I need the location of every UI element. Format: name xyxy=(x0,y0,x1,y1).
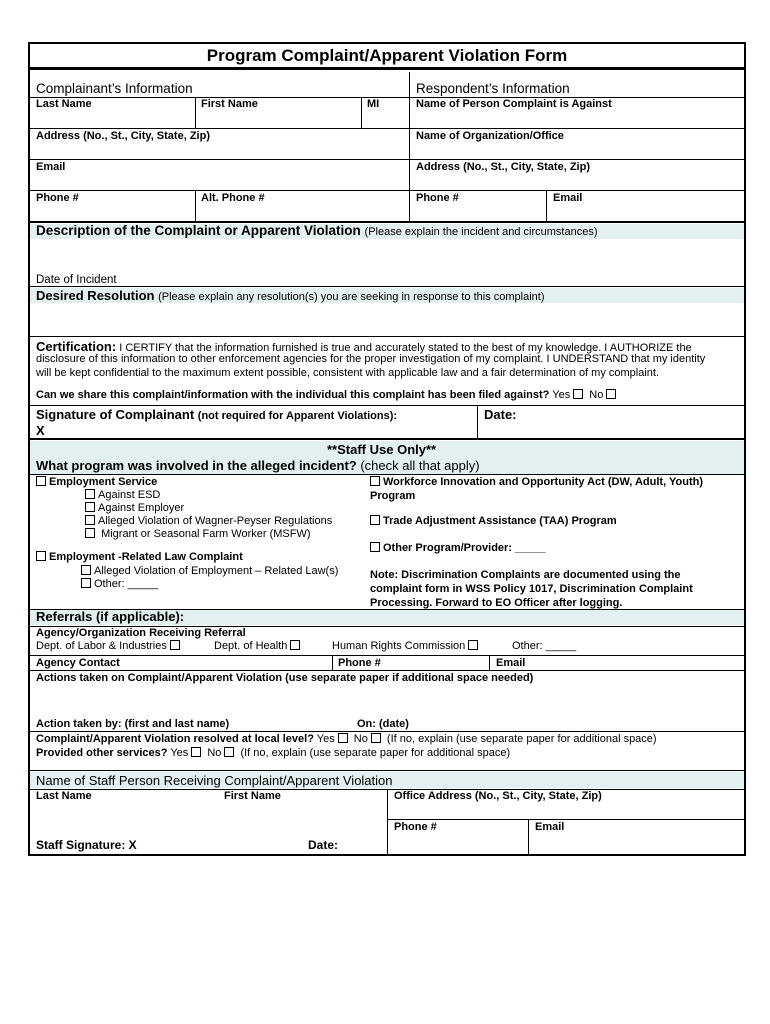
note-line-3: Processing. Forward to EO Officer after logging. xyxy=(370,597,623,609)
services-yes-checkbox[interactable] xyxy=(191,747,201,757)
services-yes-label: Yes xyxy=(170,747,189,759)
certification-line-3: will be kept confidential to the maximum extent possible, consistent with applicable law and a fair determination of my complaint. xyxy=(36,367,660,379)
dept-labor-label: Dept. of Labor & Industries xyxy=(36,640,167,652)
description-label: Description of the Complaint or Apparent Violation xyxy=(36,223,361,238)
rule xyxy=(28,655,746,656)
receiver-last-name-field[interactable]: Last Name xyxy=(36,790,92,802)
referral-other-field[interactable]: Other: _____ xyxy=(512,640,577,652)
resolved-no-label: No xyxy=(353,733,368,745)
divider xyxy=(195,97,196,129)
rule xyxy=(28,128,746,129)
agency-contact-field[interactable]: Agency Contact xyxy=(36,657,120,669)
receiver-heading: Name of Staff Person Receiving Complaint/Apparent Violation xyxy=(36,773,393,788)
alt-phone-field[interactable]: Alt. Phone # xyxy=(201,192,265,204)
wioa-label-2: Program xyxy=(370,490,416,502)
services-no-label: No xyxy=(207,747,222,759)
taa-checkbox[interactable] xyxy=(370,515,380,525)
share-yes-checkbox[interactable] xyxy=(573,389,583,399)
services-no-checkbox[interactable] xyxy=(224,747,234,757)
mi-field[interactable]: MI xyxy=(367,98,380,110)
actions-taken-field[interactable]: Actions taken on Complaint/Apparent Violation (use separate paper if additional space needed) xyxy=(36,672,534,684)
description-hint: (Please explain the incident and circumstances) xyxy=(364,226,598,238)
agency-email-field[interactable]: Email xyxy=(496,657,526,669)
msfw-label: Migrant or Seasonal Farm Worker (MSFW) xyxy=(101,528,311,540)
divider xyxy=(477,405,478,438)
share-yes-label: Yes xyxy=(552,389,571,401)
certification-line-2: disclosure of this information to other enforcement agencies for the proper investigation of my complaint. I UNDERSTAND that my identity xyxy=(36,353,706,365)
signature-label: Signature of Complainant xyxy=(36,407,195,422)
agency-phone-field[interactable]: Phone # xyxy=(338,657,381,669)
respondent-address-field[interactable]: Address (No., St., City, State, Zip) xyxy=(416,161,590,173)
description-section xyxy=(36,223,598,238)
certification-line-1 xyxy=(36,339,692,354)
form-title: Program Complaint/Apparent Violation Form xyxy=(28,42,746,70)
receiver-email-field[interactable]: Email xyxy=(535,821,565,833)
share-no-label: No xyxy=(589,389,604,401)
program-question xyxy=(36,458,480,473)
rule xyxy=(28,190,746,191)
emp-law-label: Employment -Related Law Complaint xyxy=(49,551,243,563)
rule xyxy=(387,819,746,820)
complainant-heading: Complainant’s Information xyxy=(36,81,193,96)
msfw-checkbox[interactable] xyxy=(85,528,95,538)
respondent-name-field[interactable]: Name of Person Complaint is Against xyxy=(416,98,612,110)
rule xyxy=(28,438,746,440)
signature-note: (not required for Apparent Violations): xyxy=(197,410,398,422)
action-by-field[interactable]: Action taken by: (first and last name) xyxy=(36,718,230,730)
respondent-email-field[interactable]: Email xyxy=(553,192,583,204)
share-question-text: Can we share this complaint/information with the individual this complaint has been filed against? xyxy=(36,389,550,401)
other-checkbox[interactable] xyxy=(81,578,91,588)
human-rights-label: Human Rights Commission xyxy=(332,640,466,652)
wioa-label: Workforce Innovation and Opportunity Act (DW, Adult, Youth) xyxy=(383,476,703,488)
address-field[interactable]: Address (No., St., City, State, Zip) xyxy=(36,130,210,142)
program-question-hint: (check all that apply) xyxy=(360,458,480,473)
resolved-yes-checkbox[interactable] xyxy=(338,733,348,743)
staff-signature-date-field[interactable]: Date: xyxy=(308,838,339,852)
signature-date[interactable]: Date: xyxy=(484,407,517,422)
rule xyxy=(28,159,746,160)
rule xyxy=(28,670,746,671)
resolved-question: Complaint/Apparent Violation resolved at local level? xyxy=(36,733,314,745)
share-question xyxy=(36,389,619,401)
agency-receiving-label: Agency/Organization Receiving Referral xyxy=(36,627,246,639)
human-rights-checkbox[interactable] xyxy=(468,640,478,650)
divider xyxy=(546,190,547,222)
services-question: Provided other services? xyxy=(36,747,168,759)
note-line-1: Note: Discrimination Complaints are documented using the xyxy=(370,569,681,581)
other-program-checkbox[interactable] xyxy=(370,542,380,552)
other-program-label: Other Program/Provider: _____ xyxy=(383,542,546,554)
services-hint: (If no, explain (use separate paper for additional space) xyxy=(240,747,511,759)
resolution-hint: (Please explain any resolution(s) you are seeking in response to this complaint) xyxy=(158,291,545,303)
last-name-field[interactable]: Last Name xyxy=(36,98,92,110)
referrals-heading: Referrals (if applicable): xyxy=(36,609,185,624)
staff-signature-field[interactable]: Staff Signature: X xyxy=(36,838,137,852)
certification-text-1: I CERTIFY that the information furnished is true and accurately stated to the best of my knowledge. I AUTHORIZE the xyxy=(119,342,692,354)
staff-use-heading: **Staff Use Only** xyxy=(327,442,437,457)
against-employer-checkbox[interactable] xyxy=(85,502,95,512)
phone-field[interactable]: Phone # xyxy=(36,192,79,204)
respondent-org-field[interactable]: Name of Organization/Office xyxy=(416,130,564,142)
divider xyxy=(387,789,388,855)
divider xyxy=(489,655,490,671)
action-date-field[interactable]: On: (date) xyxy=(357,718,409,730)
divider xyxy=(361,97,362,129)
rule xyxy=(28,770,746,771)
rule xyxy=(28,97,746,98)
resolved-yes-label: Yes xyxy=(316,733,335,745)
rule xyxy=(28,336,746,337)
note-line-2: complaint form in WSS Policy 1017, Discrimination Complaint xyxy=(370,583,693,595)
section-divider xyxy=(409,72,410,222)
respondent-phone-field[interactable]: Phone # xyxy=(416,192,459,204)
certification-label: Certification: xyxy=(36,339,117,354)
resolution-label: Desired Resolution xyxy=(36,288,155,303)
first-name-field[interactable]: First Name xyxy=(201,98,258,110)
wagner-peyser-label: Alleged Violation of Wagner-Peyser Regulations xyxy=(98,515,333,527)
dept-labor-checkbox[interactable] xyxy=(170,640,180,650)
emp-law-checkbox[interactable] xyxy=(36,551,46,561)
divider xyxy=(332,655,333,671)
rule xyxy=(28,405,746,406)
taa-label: Trade Adjustment Assistance (TAA) Program xyxy=(383,515,617,527)
share-no-checkbox[interactable] xyxy=(606,389,616,399)
rule xyxy=(28,474,746,475)
receiver-phone-field[interactable]: Phone # xyxy=(394,821,437,833)
rule xyxy=(28,286,746,287)
dept-health-label: Dept. of Health xyxy=(214,640,288,652)
employment-service-checkbox[interactable] xyxy=(36,476,46,486)
signature-section xyxy=(36,407,397,422)
emp-law-violation-label: Alleged Violation of Employment – Related Law(s) xyxy=(94,565,339,577)
divider xyxy=(195,190,196,222)
rule xyxy=(28,731,746,732)
respondent-heading: Respondent’s Information xyxy=(416,81,570,96)
against-employer-label: Against Employer xyxy=(98,502,185,514)
date-of-incident-field[interactable]: Date of Incident xyxy=(36,274,117,286)
signature-x[interactable]: X xyxy=(36,423,45,438)
program-question-text: What program was involved in the alleged incident? xyxy=(36,458,357,473)
wioa-checkbox[interactable] xyxy=(370,476,380,486)
employment-service-label: Employment Service xyxy=(49,476,158,488)
dept-health-checkbox[interactable] xyxy=(290,640,300,650)
office-address-field[interactable]: Office Address (No., St., City, State, Zip) xyxy=(394,790,602,802)
resolved-no-checkbox[interactable] xyxy=(371,733,381,743)
against-esd-checkbox[interactable] xyxy=(85,489,95,499)
resolved-hint: (If no, explain (use separate paper for additional space) xyxy=(386,733,657,745)
wagner-peyser-checkbox[interactable] xyxy=(85,515,95,525)
email-field[interactable]: Email xyxy=(36,161,66,173)
emp-law-violation-checkbox[interactable] xyxy=(81,565,91,575)
against-esd-label: Against ESD xyxy=(98,489,161,501)
other-label: Other: _____ xyxy=(94,578,159,590)
receiver-first-name-field[interactable]: First Name xyxy=(224,790,281,802)
divider xyxy=(528,819,529,855)
resolution-section xyxy=(36,288,545,303)
